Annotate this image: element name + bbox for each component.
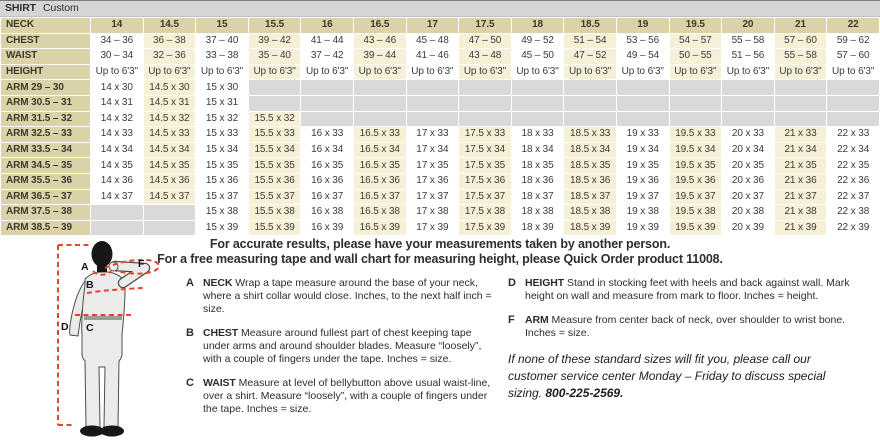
size-chart-row	[1, 95, 880, 111]
empty-cell	[669, 95, 722, 111]
size-cell: 16.5 x 37	[353, 189, 406, 205]
size-cell: 19 x 36	[616, 173, 669, 189]
size-cell: 19.5 x 38	[669, 205, 722, 221]
instruction-letter: B	[186, 327, 194, 339]
instruction-term: NECK	[203, 277, 233, 289]
empty-cell	[459, 95, 512, 111]
size-cell: 18 x 38	[511, 205, 564, 221]
size-cell: 22 x 35	[827, 158, 880, 174]
size-cell: 17 x 36	[406, 173, 459, 189]
neck-row-label: NECK	[1, 18, 91, 34]
size-cell: 43 – 48	[459, 49, 512, 65]
size-cell: 14.5 x 36	[143, 173, 196, 189]
size-cell: 47 – 50	[459, 33, 512, 49]
size-cell: 16.5 x 34	[353, 142, 406, 158]
neck-size-header: 16.5	[353, 18, 406, 34]
size-cell: 16 x 35	[301, 158, 354, 174]
size-chart-row	[1, 173, 880, 189]
empty-cell	[301, 95, 354, 111]
size-cell: 14 x 37	[91, 189, 144, 205]
size-chart-row	[1, 158, 880, 174]
neck-size-header: 17	[406, 18, 459, 34]
empty-cell	[143, 205, 196, 221]
row-label: HEIGHT	[1, 64, 91, 80]
size-chart-row	[1, 80, 880, 96]
size-cell: 14.5 x 33	[143, 127, 196, 143]
size-chart-row	[1, 189, 880, 205]
empty-cell	[669, 80, 722, 96]
size-cell: 19.5 x 33	[669, 127, 722, 143]
size-cell: 14 x 32	[91, 111, 144, 127]
size-cell: 14.5 x 30	[143, 80, 196, 96]
instructions-column-2	[508, 277, 876, 402]
size-cell: 37 – 42	[301, 49, 354, 65]
empty-cell	[564, 95, 617, 111]
row-label: ARM 35.5 – 36	[1, 173, 91, 189]
neck-size-header: 18.5	[564, 18, 617, 34]
row-label: ARM 31.5 – 32	[1, 111, 91, 127]
size-cell: 14.5 x 34	[143, 142, 196, 158]
size-cell: 19 x 34	[616, 142, 669, 158]
size-cell: 33 – 38	[196, 49, 249, 65]
empty-cell	[774, 80, 827, 96]
size-cell: 15 x 36	[196, 173, 249, 189]
size-cell: 20 x 39	[722, 220, 775, 236]
size-cell: 14.5 x 31	[143, 95, 196, 111]
neck-size-header: 14.5	[143, 18, 196, 34]
size-chart-row	[1, 64, 880, 80]
size-cell: 22 x 38	[827, 205, 880, 221]
size-cell: 51 – 56	[722, 49, 775, 65]
empty-cell	[722, 95, 775, 111]
empty-cell	[301, 80, 354, 96]
size-chart-row	[1, 205, 880, 221]
empty-cell	[827, 111, 880, 127]
size-cell: 15.5 x 36	[248, 173, 301, 189]
size-cell: 22 x 37	[827, 189, 880, 205]
special-sizing-text: If none of these standard sizes will fit you, please call our customer service center Monday – Friday to discuss special sizing.	[508, 352, 826, 400]
neck-size-header: 19.5	[669, 18, 722, 34]
size-cell: 41 – 46	[406, 49, 459, 65]
size-cell: Up to 6'3"	[91, 64, 144, 80]
size-cell: 21 x 39	[774, 220, 827, 236]
size-chart-row	[1, 127, 880, 143]
neck-size-header: 22	[827, 18, 880, 34]
empty-cell	[248, 80, 301, 96]
size-cell: 14 x 31	[91, 95, 144, 111]
instruction-item-chest	[186, 327, 498, 366]
empty-cell	[459, 80, 512, 96]
size-cell: 19 x 33	[616, 127, 669, 143]
instruction-text: NECK Wrap a tape measure around the base of your neck, where a shirt collar would close. Inches, to the next half inch = size.	[203, 277, 492, 315]
instruction-text: CHEST Measure around fullest part of chest keeping tape under arms and around shoulder blades. Measure “loosely”, with a couple of fingers under the tape. Inches = size.	[203, 327, 482, 365]
size-cell: 14.5 x 32	[143, 111, 196, 127]
empty-cell	[722, 80, 775, 96]
size-cell: Up to 6'3"	[301, 64, 354, 80]
size-cell: 20 x 37	[722, 189, 775, 205]
neck-size-header: 21	[774, 18, 827, 34]
size-cell: 36 – 38	[143, 33, 196, 49]
size-cell: 19 x 39	[616, 220, 669, 236]
empty-cell	[722, 111, 775, 127]
empty-cell	[248, 95, 301, 111]
instruction-item-waist	[186, 377, 498, 416]
size-cell: 17.5 x 34	[459, 142, 512, 158]
size-chart-row	[1, 142, 880, 158]
size-cell: 54 – 57	[669, 33, 722, 49]
neck-size-header: 15.5	[248, 18, 301, 34]
empty-cell	[564, 111, 617, 127]
instructions-column-2-items	[508, 277, 876, 340]
size-chart-row	[1, 33, 880, 49]
size-cell: 19.5 x 35	[669, 158, 722, 174]
size-cell: 20 x 38	[722, 205, 775, 221]
size-cell: 47 – 52	[564, 49, 617, 65]
size-cell: 35 – 40	[248, 49, 301, 65]
empty-cell	[301, 111, 354, 127]
size-cell: 18.5 x 35	[564, 158, 617, 174]
size-cell: 18.5 x 39	[564, 220, 617, 236]
instruction-term: ARM	[525, 314, 549, 326]
size-cell: 15 x 38	[196, 205, 249, 221]
size-cell: 30 – 34	[91, 49, 144, 65]
neck-header-row	[1, 18, 880, 34]
figure-shoe-right	[100, 426, 124, 437]
size-cell: Up to 6'3"	[353, 64, 406, 80]
instruction-term: CHEST	[203, 327, 239, 339]
size-cell: Up to 6'3"	[827, 64, 880, 80]
size-cell: 16.5 x 33	[353, 127, 406, 143]
size-cell: Up to 6'3"	[669, 64, 722, 80]
empty-cell	[353, 111, 406, 127]
intro-line-2: For a free measuring tape and wall chart for measuring height, please Quick Order product 11008.	[157, 252, 723, 266]
size-cell: 59 – 62	[827, 33, 880, 49]
neck-size-header: 19	[616, 18, 669, 34]
neck-size-header: 18	[511, 18, 564, 34]
size-cell: 17 x 34	[406, 142, 459, 158]
size-cell: 19.5 x 39	[669, 220, 722, 236]
size-cell: 53 – 56	[616, 33, 669, 49]
size-cell: 21 x 36	[774, 173, 827, 189]
size-cell: 20 x 33	[722, 127, 775, 143]
size-cell: 15.5 x 32	[248, 111, 301, 127]
size-cell: 22 x 33	[827, 127, 880, 143]
figure-label-chest: B	[86, 279, 94, 291]
instruction-text: WAIST Measure at level of bellybutton above usual waist-line, over a shirt. Measure “loosely”, with a couple of fingers under the tape. Inches = size.	[203, 377, 491, 415]
size-cell: 18 x 36	[511, 173, 564, 189]
size-cell: 21 x 35	[774, 158, 827, 174]
size-cell: 19 x 38	[616, 205, 669, 221]
instruction-letter: F	[508, 314, 515, 326]
size-cell: 21 x 33	[774, 127, 827, 143]
size-cell: 16 x 38	[301, 205, 354, 221]
size-cell: 20 x 34	[722, 142, 775, 158]
size-cell: 39 – 44	[353, 49, 406, 65]
size-cell: 51 – 54	[564, 33, 617, 49]
size-cell: 16 x 37	[301, 189, 354, 205]
size-cell: Up to 6'3"	[616, 64, 669, 80]
size-cell: 21 x 38	[774, 205, 827, 221]
size-cell: 49 – 52	[511, 33, 564, 49]
empty-cell	[406, 95, 459, 111]
empty-cell	[91, 205, 144, 221]
size-cell: 15 x 35	[196, 158, 249, 174]
empty-cell	[406, 111, 459, 127]
size-cell: 17.5 x 33	[459, 127, 512, 143]
row-label: ARM 38.5 – 39	[1, 220, 91, 236]
empty-cell	[511, 111, 564, 127]
size-cell: 15.5 x 33	[248, 127, 301, 143]
empty-cell	[827, 80, 880, 96]
size-cell: 50 – 55	[669, 49, 722, 65]
size-cell: Up to 6'3"	[406, 64, 459, 80]
size-cell: 18 x 39	[511, 220, 564, 236]
measuring-intro	[90, 237, 790, 267]
size-cell: 32 – 36	[143, 49, 196, 65]
size-cell: 18 x 37	[511, 189, 564, 205]
size-cell: Up to 6'3"	[459, 64, 512, 80]
figure-label-height: D	[61, 321, 69, 333]
instruction-letter: D	[508, 277, 516, 289]
size-cell: 14.5 x 35	[143, 158, 196, 174]
size-cell: 17 x 35	[406, 158, 459, 174]
chart-subtitle: Custom	[43, 2, 79, 14]
size-cell: 19 x 37	[616, 189, 669, 205]
size-cell: 16 x 39	[301, 220, 354, 236]
instruction-letter: A	[186, 277, 194, 289]
instruction-text: HEIGHT Stand in stocking feet with heels and back against wall. Mark height on wall and measure from mark to floor. Inches = height.	[525, 277, 850, 302]
neck-size-header: 17.5	[459, 18, 512, 34]
neck-size-header: 20	[722, 18, 775, 34]
size-cell: 17.5 x 35	[459, 158, 512, 174]
instruction-item-height	[508, 277, 876, 303]
size-cell: 15 x 37	[196, 189, 249, 205]
size-cell: 20 x 35	[722, 158, 775, 174]
size-cell: 19 x 35	[616, 158, 669, 174]
empty-cell	[774, 111, 827, 127]
size-cell: 41 – 44	[301, 33, 354, 49]
size-cell: 15.5 x 37	[248, 189, 301, 205]
size-cell: 14 x 30	[91, 80, 144, 96]
size-cell: 15 x 34	[196, 142, 249, 158]
size-cell: 15.5 x 34	[248, 142, 301, 158]
instructions-column-1	[186, 277, 498, 427]
size-cell: 16 x 34	[301, 142, 354, 158]
size-cell: 18.5 x 37	[564, 189, 617, 205]
empty-cell	[143, 220, 196, 236]
size-cell: 55 – 58	[722, 33, 775, 49]
instruction-item-arm	[508, 314, 876, 340]
size-cell: 14 x 34	[91, 142, 144, 158]
neck-size-header: 16	[301, 18, 354, 34]
figure-body	[82, 272, 125, 427]
row-label: CHEST	[1, 33, 91, 49]
size-cell: Up to 6'3"	[248, 64, 301, 80]
empty-cell	[827, 95, 880, 111]
row-label: ARM 30.5 – 31	[1, 95, 91, 111]
empty-cell	[564, 80, 617, 96]
size-cell: Up to 6'3"	[722, 64, 775, 80]
size-cell: 18 x 35	[511, 158, 564, 174]
size-cell: 20 x 36	[722, 173, 775, 189]
size-cell: 15 x 30	[196, 80, 249, 96]
size-cell: 19.5 x 37	[669, 189, 722, 205]
instruction-letter: C	[186, 377, 194, 389]
empty-cell	[511, 80, 564, 96]
size-cell: 39 – 42	[248, 33, 301, 49]
size-cell: Up to 6'3"	[774, 64, 827, 80]
row-label: ARM 36.5 – 37	[1, 189, 91, 205]
size-cell: 18.5 x 33	[564, 127, 617, 143]
size-cell: Up to 6'3"	[564, 64, 617, 80]
empty-cell	[669, 111, 722, 127]
figure-label-neck: A	[81, 261, 89, 273]
size-cell: 37 – 40	[196, 33, 249, 49]
size-cell: 18.5 x 38	[564, 205, 617, 221]
special-sizing-phone: 800-225-2569.	[545, 386, 624, 400]
measurement-figure	[45, 239, 175, 444]
size-cell: 18.5 x 34	[564, 142, 617, 158]
size-cell: 17 x 37	[406, 189, 459, 205]
size-cell: 16.5 x 36	[353, 173, 406, 189]
neck-size-header: 15	[196, 18, 249, 34]
size-chart-body	[1, 18, 880, 236]
size-cell: 14.5 x 37	[143, 189, 196, 205]
special-sizing-note	[508, 351, 838, 402]
size-cell: 19.5 x 36	[669, 173, 722, 189]
row-label: ARM 33.5 – 34	[1, 142, 91, 158]
size-cell: 18.5 x 36	[564, 173, 617, 189]
size-cell: 17.5 x 37	[459, 189, 512, 205]
size-cell: 15 x 31	[196, 95, 249, 111]
instruction-term: WAIST	[203, 377, 236, 389]
figure-head	[92, 241, 113, 267]
intro-line-1: For accurate results, please have your measurements taken by another person.	[209, 237, 671, 251]
size-cell: 45 – 50	[511, 49, 564, 65]
size-cell: Up to 6'3"	[196, 64, 249, 80]
row-label: ARM 37.5 – 38	[1, 205, 91, 221]
size-cell: 17 x 38	[406, 205, 459, 221]
size-cell: 17.5 x 36	[459, 173, 512, 189]
row-label: ARM 34.5 – 35	[1, 158, 91, 174]
size-cell: 55 – 58	[774, 49, 827, 65]
size-cell: 34 – 36	[91, 33, 144, 49]
size-cell: Up to 6'3"	[143, 64, 196, 80]
row-label: ARM 29 – 30	[1, 80, 91, 96]
empty-cell	[91, 220, 144, 236]
empty-cell	[774, 95, 827, 111]
size-cell: 57 – 60	[774, 33, 827, 49]
size-cell: 45 – 48	[406, 33, 459, 49]
size-cell: 14 x 35	[91, 158, 144, 174]
empty-cell	[616, 111, 669, 127]
size-cell: 14 x 33	[91, 127, 144, 143]
size-cell: Up to 6'3"	[511, 64, 564, 80]
size-cell: 18 x 34	[511, 142, 564, 158]
size-cell: 15 x 33	[196, 127, 249, 143]
size-cell: 17 x 33	[406, 127, 459, 143]
size-cell: 15 x 32	[196, 111, 249, 127]
size-cell: 15 x 39	[196, 220, 249, 236]
size-cell: 16.5 x 35	[353, 158, 406, 174]
empty-cell	[459, 111, 512, 127]
size-cell: 21 x 37	[774, 189, 827, 205]
empty-cell	[511, 95, 564, 111]
size-cell: 21 x 34	[774, 142, 827, 158]
size-cell: 18 x 33	[511, 127, 564, 143]
size-chart-row	[1, 111, 880, 127]
size-cell: 43 – 46	[353, 33, 406, 49]
figure-label-arm: F	[138, 258, 145, 270]
size-cell: 16.5 x 39	[353, 220, 406, 236]
empty-cell	[406, 80, 459, 96]
size-cell: 17 x 39	[406, 220, 459, 236]
figure-waistband	[84, 316, 122, 320]
empty-cell	[353, 80, 406, 96]
size-chart-table	[0, 17, 880, 236]
instruction-text: ARM Measure from center back of neck, over shoulder to wrist bone. Inches = size.	[525, 314, 846, 339]
size-cell: 15.5 x 39	[248, 220, 301, 236]
size-cell: 16 x 33	[301, 127, 354, 143]
instruction-item-neck	[186, 277, 498, 316]
instruction-term: HEIGHT	[525, 277, 565, 289]
empty-cell	[616, 80, 669, 96]
size-cell: 16 x 36	[301, 173, 354, 189]
size-cell: 17.5 x 38	[459, 205, 512, 221]
size-cell: 19.5 x 34	[669, 142, 722, 158]
size-cell: 15.5 x 35	[248, 158, 301, 174]
empty-cell	[353, 95, 406, 111]
size-cell: 22 x 39	[827, 220, 880, 236]
row-label: ARM 32.5 – 33	[1, 127, 91, 143]
size-chart-row	[1, 220, 880, 236]
size-cell: 22 x 36	[827, 173, 880, 189]
chart-title: SHIRT	[5, 2, 37, 14]
chart-title-bar	[0, 0, 880, 17]
figure-label-waist: C	[86, 322, 94, 334]
size-cell: 57 – 60	[827, 49, 880, 65]
size-cell: 17.5 x 39	[459, 220, 512, 236]
size-cell: 22 x 34	[827, 142, 880, 158]
size-cell: 16.5 x 38	[353, 205, 406, 221]
empty-cell	[616, 95, 669, 111]
size-cell: 49 – 54	[616, 49, 669, 65]
size-cell: 15.5 x 38	[248, 205, 301, 221]
size-cell: 14 x 36	[91, 173, 144, 189]
row-label: WAIST	[1, 49, 91, 65]
size-chart-row	[1, 49, 880, 65]
neck-size-header: 14	[91, 18, 144, 34]
